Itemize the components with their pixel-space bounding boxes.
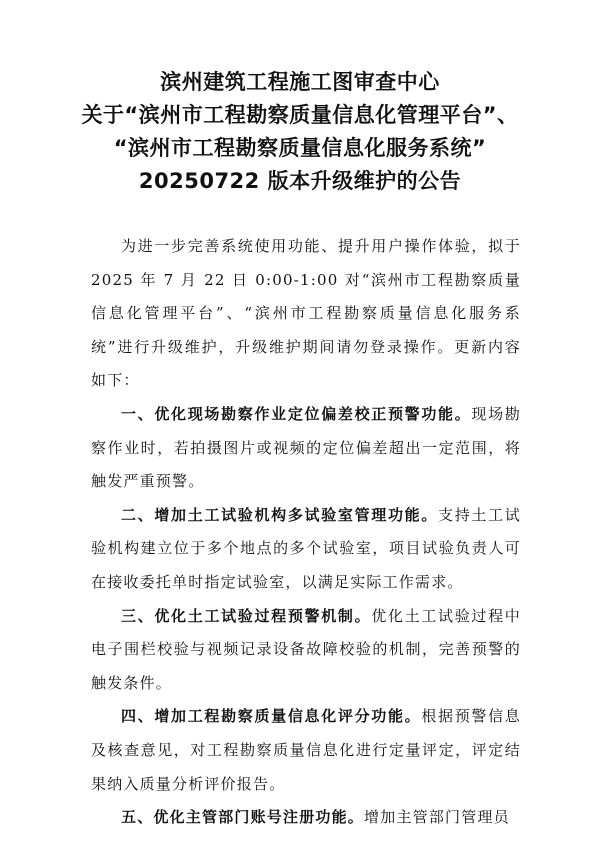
update-item-text: 现场勘察作业时，若拍摄图片或视频的定位偏差超出一定范围，将触发严重预警。 (91, 404, 521, 491)
update-item-heading: 三、优化土工试验过程预警机制。 (121, 606, 372, 625)
update-item-heading: 一、优化现场勘察作业定位偏差校正预警功能。 (121, 404, 472, 423)
update-item (91, 801, 521, 835)
title-line-issuer: 滨州建筑工程施工图审查中心 (160, 70, 440, 94)
title-line-system: “滨州市工程勘察质量信息化服务系统” (113, 136, 487, 160)
document-title (0, 66, 600, 198)
update-item-heading: 二、增加土工试验机构多试验室管理功能。 (121, 505, 439, 524)
update-item-text: 优化土工试验过程中电子围栏校验与视频记录设备故障校验的机制，完善预警的触发条件。 (91, 606, 521, 692)
document-body (91, 230, 521, 835)
update-item (91, 600, 521, 701)
title-line-platform: 关于“滨州市工程勘察质量信息化管理平台”、 (81, 103, 519, 127)
update-item-text: 支持土工试验机构建立位于多个地点的多个试验室，项目试验负责人可在接收委托单时指定试验室，以满足实际工作需求。 (91, 505, 521, 591)
title-line-version: 20250722 版本升级维护的公告 (138, 169, 462, 193)
update-item-heading: 五、优化主管部门账号注册功能。 (121, 808, 365, 827)
update-item-text: 根据预警信息及核查意见，对工程勘察质量信息化进行定量评定，评定结果纳入质量分析评价报告。 (91, 707, 521, 793)
intro-paragraph: 为进一步完善系统使用功能、提升用户操作体验，拟于2025 年 7 月 22 日 0:00-1:00 对“滨州市工程勘察质量信息化管理平台”、“滨州市工程勘察质量信息化服务系统”进行升级维护，升级维护期间请勿登录操作。更新内容如下： (91, 237, 521, 390)
update-item-text: 增加主管部门管理员 (364, 808, 510, 827)
update-item (91, 700, 521, 801)
update-item (91, 499, 521, 600)
update-item (91, 398, 521, 499)
update-item-heading: 四、增加工程勘察质量信息化评分功能。 (121, 707, 422, 726)
